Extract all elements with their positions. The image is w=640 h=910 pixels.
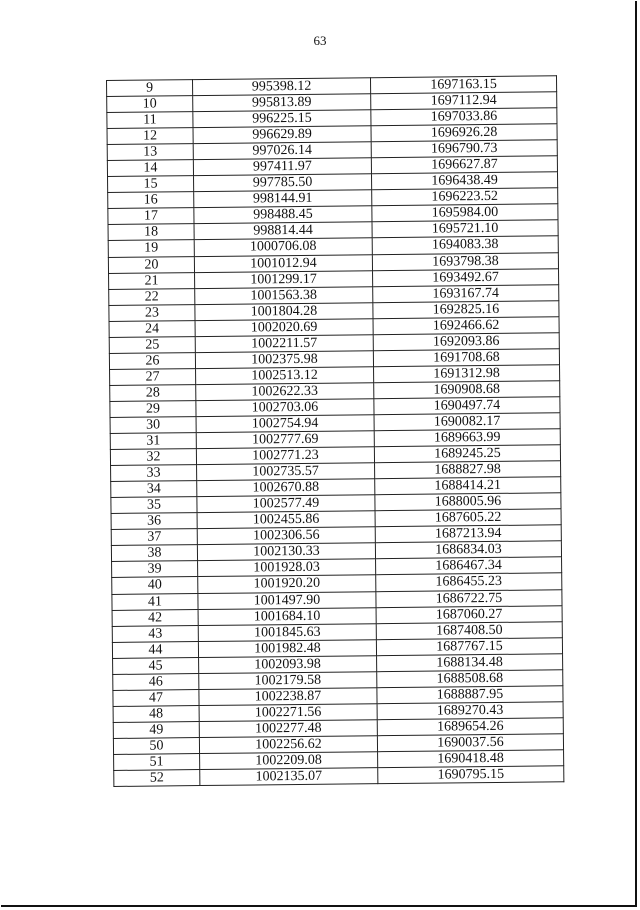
- x-coordinate-cell: 1001563.38: [195, 286, 373, 304]
- point-number-cell: 31: [110, 433, 196, 450]
- x-coordinate-cell: 995398.12: [193, 78, 371, 96]
- point-number-cell: 33: [111, 465, 197, 482]
- x-coordinate-cell: 1002179.58: [199, 671, 377, 689]
- point-number-cell: 47: [113, 689, 199, 706]
- x-coordinate-cell: 998144.91: [194, 190, 372, 208]
- y-coordinate-cell: 1688414.21: [375, 477, 561, 495]
- y-coordinate-cell: 1688887.95: [377, 686, 563, 704]
- y-coordinate-cell: 1693167.74: [373, 284, 559, 302]
- point-number-cell: 32: [110, 449, 196, 466]
- point-number-cell: 45: [113, 657, 199, 674]
- point-number-cell: 37: [111, 529, 197, 546]
- y-coordinate-cell: 1690908.68: [374, 381, 560, 399]
- y-coordinate-cell: 1692466.62: [373, 316, 559, 334]
- y-coordinate-cell: 1686455.23: [376, 573, 562, 591]
- x-coordinate-cell: 997411.97: [193, 158, 371, 176]
- x-coordinate-cell: 995813.89: [193, 94, 371, 112]
- point-number-cell: 44: [112, 641, 198, 658]
- x-coordinate-cell: 1002577.49: [197, 495, 375, 513]
- point-number-cell: 13: [107, 144, 193, 161]
- y-coordinate-cell: 1697033.86: [371, 108, 557, 126]
- point-number-cell: 19: [108, 240, 194, 257]
- point-number-cell: 10: [107, 96, 193, 113]
- y-coordinate-cell: 1695984.00: [372, 204, 558, 222]
- y-coordinate-cell: 1689654.26: [377, 718, 563, 736]
- x-coordinate-cell: 1001928.03: [198, 559, 376, 577]
- point-number-cell: 14: [107, 160, 193, 177]
- x-coordinate-cell: 1002375.98: [195, 351, 373, 369]
- x-coordinate-cell: 1002670.88: [197, 479, 375, 497]
- point-number-cell: 35: [111, 497, 197, 514]
- point-number-cell: 28: [110, 384, 196, 401]
- y-coordinate-cell: 1688827.98: [375, 461, 561, 479]
- point-number-cell: 16: [108, 192, 194, 209]
- point-number-cell: 43: [112, 625, 198, 642]
- y-coordinate-cell: 1693798.38: [372, 252, 558, 270]
- y-coordinate-cell: 1696223.52: [372, 188, 558, 206]
- y-coordinate-cell: 1689245.25: [374, 445, 560, 463]
- point-number-cell: 11: [107, 112, 193, 129]
- y-coordinate-cell: 1689270.43: [377, 702, 563, 720]
- x-coordinate-cell: 996225.15: [193, 110, 371, 128]
- x-coordinate-cell: 1002455.86: [197, 511, 375, 529]
- point-number-cell: 41: [112, 593, 198, 610]
- x-coordinate-cell: 1002513.12: [196, 367, 374, 385]
- point-number-cell: 40: [112, 577, 198, 594]
- point-number-cell: 15: [108, 176, 194, 193]
- y-coordinate-cell: 1686722.75: [376, 589, 562, 607]
- y-coordinate-cell: 1692093.86: [373, 333, 559, 351]
- point-number-cell: 25: [109, 336, 195, 353]
- y-coordinate-cell: 1691312.98: [374, 365, 560, 383]
- x-coordinate-cell: 1002622.33: [196, 383, 374, 401]
- x-coordinate-cell: 996629.89: [193, 126, 371, 144]
- y-coordinate-cell: 1687767.15: [376, 637, 562, 655]
- x-coordinate-cell: 997785.50: [194, 174, 372, 192]
- point-number-cell: 36: [111, 513, 197, 530]
- point-number-cell: 22: [109, 288, 195, 305]
- point-number-cell: 39: [112, 561, 198, 578]
- x-coordinate-cell: 1001012.94: [194, 254, 372, 272]
- x-coordinate-cell: 1002271.56: [199, 704, 377, 722]
- point-number-cell: 50: [113, 737, 199, 754]
- x-coordinate-cell: 1001804.28: [195, 302, 373, 320]
- x-coordinate-cell: 1002754.94: [196, 415, 374, 433]
- x-coordinate-cell: 1002306.56: [197, 527, 375, 545]
- y-coordinate-cell: 1689663.99: [374, 429, 560, 447]
- point-number-cell: 27: [110, 368, 196, 385]
- y-coordinate-cell: 1694083.38: [372, 236, 558, 254]
- x-coordinate-cell: 1001982.48: [198, 639, 376, 657]
- point-number-cell: 17: [108, 208, 194, 225]
- y-coordinate-cell: 1690037.56: [377, 734, 563, 752]
- point-number-cell: 9: [107, 80, 193, 97]
- point-number-cell: 23: [109, 304, 195, 321]
- y-coordinate-cell: 1695721.10: [372, 220, 558, 238]
- y-coordinate-cell: 1687060.27: [376, 605, 562, 623]
- x-coordinate-cell: 1002130.33: [197, 543, 375, 561]
- coordinates-table: [106, 75, 564, 787]
- y-coordinate-cell: 1686467.34: [376, 557, 562, 575]
- point-number-cell: 52: [114, 770, 200, 787]
- y-coordinate-cell: 1688134.48: [377, 653, 563, 671]
- point-number-cell: 38: [111, 545, 197, 562]
- coordinates-table-body: [107, 76, 564, 787]
- x-coordinate-cell: 1002135.07: [200, 768, 378, 786]
- point-number-cell: 20: [108, 256, 194, 273]
- y-coordinate-cell: 1696438.49: [371, 172, 557, 190]
- y-coordinate-cell: 1687408.50: [376, 621, 562, 639]
- x-coordinate-cell: 1002256.62: [199, 736, 377, 754]
- x-coordinate-cell: 1001684.10: [198, 607, 376, 625]
- x-coordinate-cell: 998814.44: [194, 222, 372, 240]
- point-number-cell: 46: [113, 673, 199, 690]
- y-coordinate-cell: 1690795.15: [378, 766, 564, 784]
- y-coordinate-cell: 1690082.17: [374, 413, 560, 431]
- point-number-cell: 24: [109, 320, 195, 337]
- y-coordinate-cell: 1696627.87: [371, 156, 557, 174]
- y-coordinate-cell: 1687213.94: [375, 525, 561, 543]
- point-number-cell: 51: [114, 754, 200, 771]
- point-number-cell: 49: [113, 721, 199, 738]
- y-coordinate-cell: 1697112.94: [371, 92, 557, 110]
- y-coordinate-cell: 1686834.03: [375, 541, 561, 559]
- x-coordinate-cell: 1002703.06: [196, 399, 374, 417]
- y-coordinate-cell: 1696790.73: [371, 140, 557, 158]
- x-coordinate-cell: 1002238.87: [199, 687, 377, 705]
- y-coordinate-cell: 1688508.68: [377, 669, 563, 687]
- x-coordinate-cell: 1002771.23: [196, 447, 374, 465]
- y-coordinate-cell: 1697163.15: [370, 76, 556, 94]
- x-coordinate-cell: 1000706.08: [194, 238, 372, 256]
- x-coordinate-cell: 997026.14: [193, 142, 371, 160]
- point-number-cell: 29: [110, 401, 196, 418]
- point-number-cell: 26: [109, 352, 195, 369]
- y-coordinate-cell: 1696926.28: [371, 124, 557, 142]
- x-coordinate-cell: 1002277.48: [199, 720, 377, 738]
- point-number-cell: 30: [110, 417, 196, 434]
- point-number-cell: 18: [108, 224, 194, 241]
- point-number-cell: 21: [109, 272, 195, 289]
- y-coordinate-cell: 1692825.16: [373, 300, 559, 318]
- y-coordinate-cell: 1688005.96: [375, 493, 561, 511]
- x-coordinate-cell: 1001497.90: [198, 591, 376, 609]
- x-coordinate-cell: 1001845.63: [198, 623, 376, 641]
- x-coordinate-cell: 1002777.69: [196, 431, 374, 449]
- table-row: [114, 766, 564, 787]
- point-number-cell: 34: [111, 481, 197, 498]
- y-coordinate-cell: 1690418.48: [378, 750, 564, 768]
- y-coordinate-cell: 1687605.22: [375, 509, 561, 527]
- x-coordinate-cell: 1002211.57: [195, 334, 373, 352]
- point-number-cell: 48: [113, 705, 199, 722]
- y-coordinate-cell: 1693492.67: [373, 268, 559, 286]
- x-coordinate-cell: 1001920.20: [198, 575, 376, 593]
- x-coordinate-cell: 1002093.98: [199, 655, 377, 673]
- x-coordinate-cell: 1002020.69: [195, 318, 373, 336]
- x-coordinate-cell: 1002209.08: [200, 752, 378, 770]
- x-coordinate-cell: 998488.45: [194, 206, 372, 224]
- x-coordinate-cell: 1001299.17: [195, 270, 373, 288]
- y-coordinate-cell: 1690497.74: [374, 397, 560, 415]
- page-number: 63: [313, 33, 327, 48]
- point-number-cell: 42: [112, 609, 198, 626]
- y-coordinate-cell: 1691708.68: [373, 349, 559, 367]
- point-number-cell: 12: [107, 128, 193, 145]
- x-coordinate-cell: 1002735.57: [197, 463, 375, 481]
